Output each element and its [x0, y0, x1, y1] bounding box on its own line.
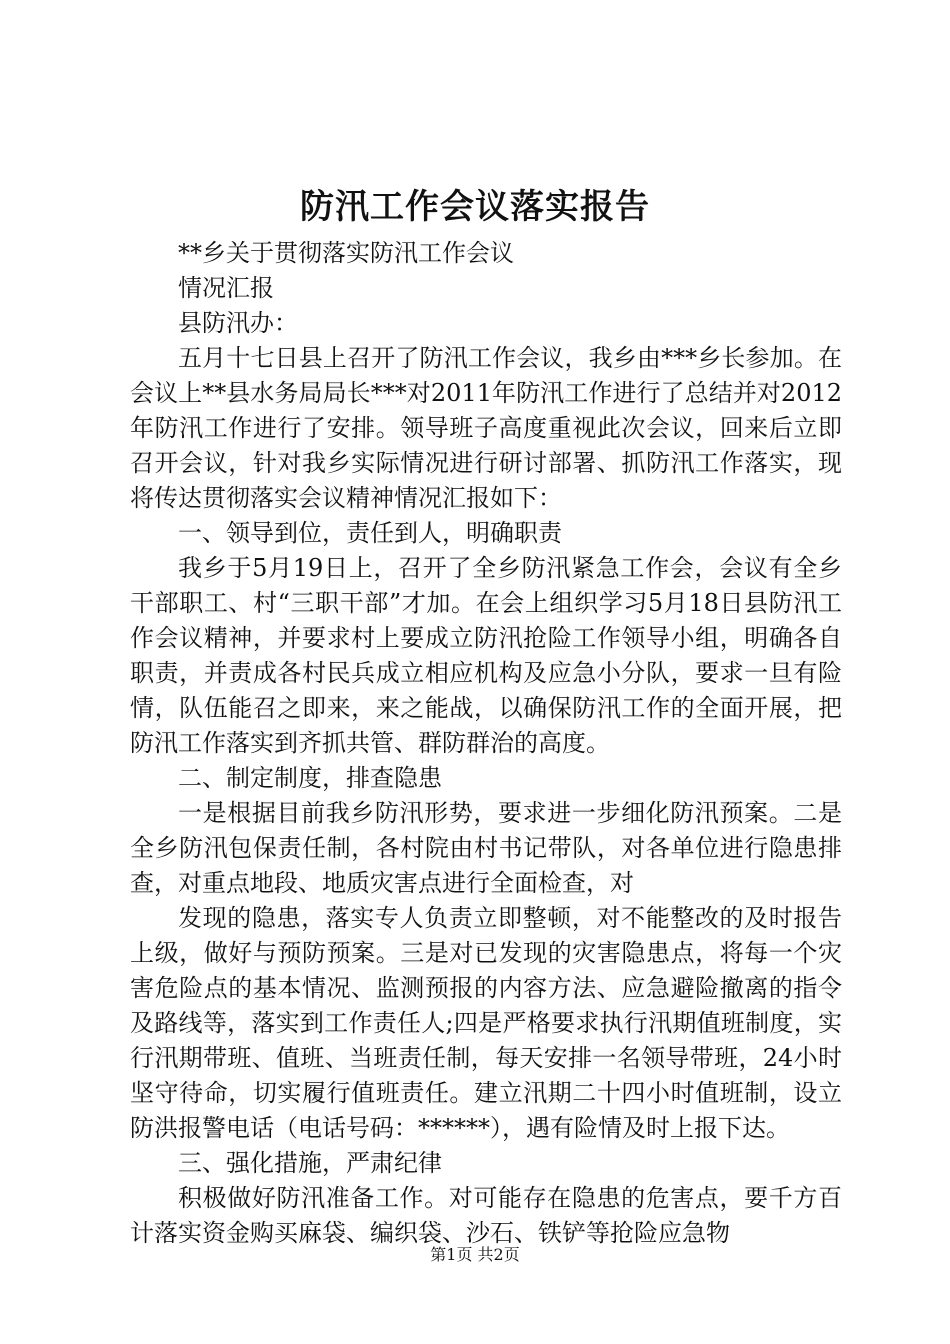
section-heading-2: 二、制定制度，排查隐患 — [178, 764, 442, 792]
document-title: 防汛工作会议落实报告 — [300, 187, 650, 227]
paragraph-addressee: 县防汛办： — [178, 309, 298, 337]
paragraph-heading-line-1: **乡关于贯彻落实防汛工作会议 — [178, 239, 514, 267]
section-heading-1: 一、领导到位，责任到人，明确职责 — [178, 519, 562, 547]
section-heading-3: 三、强化措施，严肃纪律 — [178, 1149, 442, 1177]
paragraph-heading-line-2: 情况汇报 — [178, 274, 274, 302]
document-body — [130, 236, 842, 1251]
page-footer: 第1页 共2页 — [430, 1245, 520, 1264]
paragraph-section-3: 积极做好防汛准备工作。对可能存在隐患的危害点，要千方百计落实资金购买麻袋、编织袋、沙石、铁铲等抢险应急物 — [130, 1184, 842, 1247]
paragraph-section-1: 我乡于5月19日上，召开了全乡防汛紧急工作会，会议有全乡干部职工、村“三职干部”才加。在会上组织学习5月18日县防汛工作会议精神，并要求村上要成立防汛抢险工作领导小组，明确各自职责，并责成各村民兵成立相应机构及应急小分队，要求一旦有险情，队伍能召之即来，来之能战，以确保防汛工作的全面开展，把防汛工作落实到齐抓共管、群防群治的高度。 — [130, 554, 842, 757]
paragraph-section-2-b: 发现的隐患，落实专人负责立即整顿，对不能整改的及时报告上级，做好与预防预案。三是对已发现的灾害隐患点，将每一个灾害危险点的基本情况、监测预报的内容方法、应急避险撤离的指令及路线等，落实到工作责任人;四是严格要求执行汛期值班制度，实行汛期带班、值班、当班责任制，每天安排一名领导带班，24小时坚守待命，切实履行值班责任。建立汛期二十四小时值班制，设立防洪报警电话（电话号码：******），遇有险情及时上报下达。 — [130, 904, 842, 1142]
paragraph-intro: 五月十七日县上召开了防汛工作会议，我乡由***乡长参加。在会议上**县水务局局长***对2011年防汛工作进行了总结并对2012年防汛工作进行了安排。领导班子高度重视此次会议，回来后立即召开会议，针对我乡实际情况进行研讨部署、抓防汛工作落实，现将传达贯彻落实会议精神情况汇报如下： — [130, 344, 842, 512]
paragraph-section-2-a: 一是根据目前我乡防汛形势，要求进一步细化防汛预案。二是全乡防汛包保责任制，各村院由村书记带队，对各单位进行隐患排查，对重点地段、地质灾害点进行全面检查，对 — [130, 799, 842, 897]
